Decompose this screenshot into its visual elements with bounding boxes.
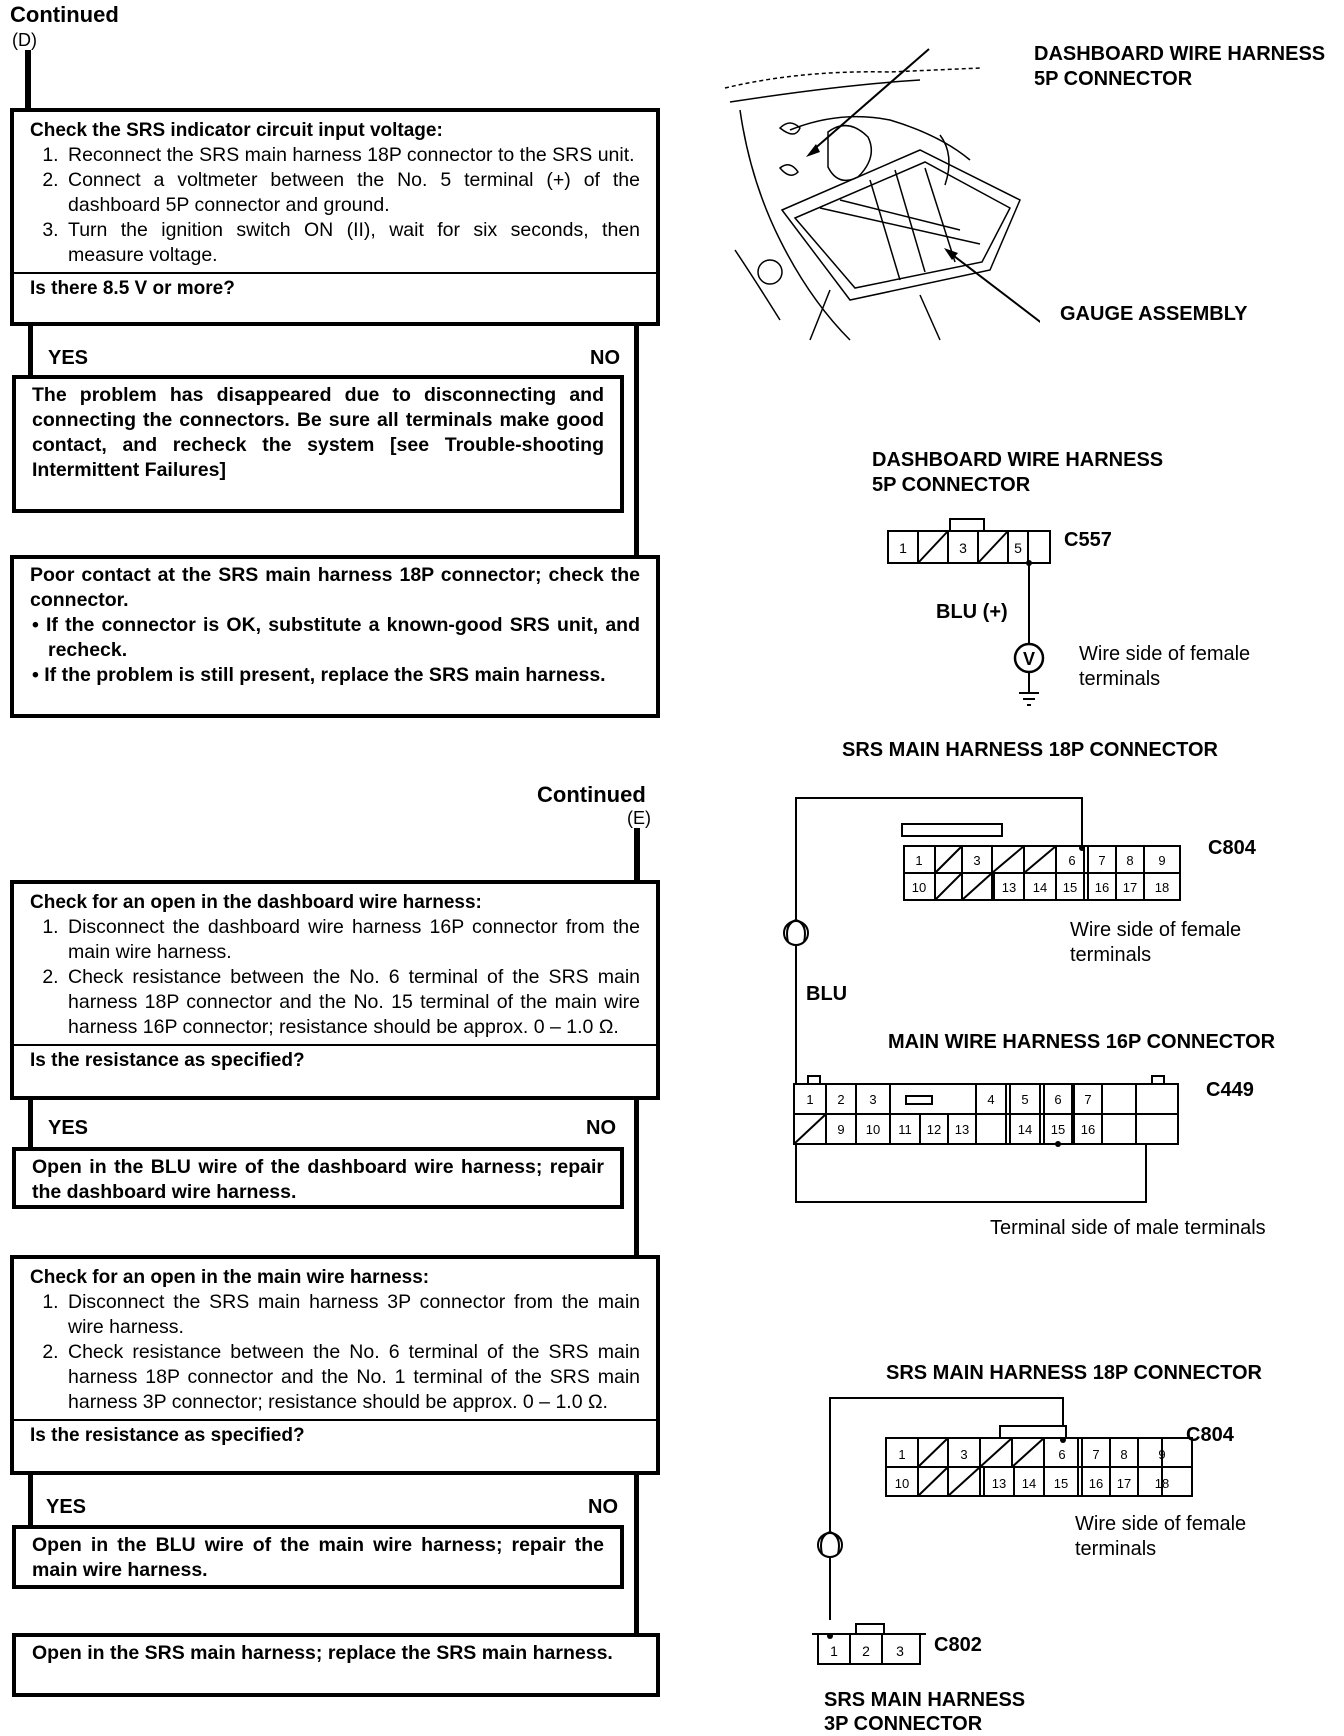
step1-item-1: 1. Reconnect the SRS main harness 18P connector to the SRS unit. [64, 143, 640, 168]
pin-9: 9 [1158, 1447, 1166, 1462]
pin-10: 10 [911, 880, 927, 895]
step1-no-intro: Poor contact at the SRS main harness 18P connector; check the connector. [30, 564, 640, 611]
marker-e: (E) [627, 808, 651, 828]
pin-9: 9 [1158, 853, 1166, 868]
pin-10: 10 [894, 1476, 910, 1491]
step3-list [14, 1290, 656, 1419]
pin-12: 12 [926, 1122, 942, 1137]
pin-18: 18 [1154, 880, 1170, 895]
step1-no-bullet-2: • If the problem is still present, replace the SRS main harness. [48, 663, 640, 688]
flow-line [28, 326, 33, 378]
pin-17: 17 [1122, 880, 1138, 895]
step2-yes-result: Open in the BLU wire of the dashboard wire harness; repair the dashboard wire harness. [12, 1147, 624, 1209]
step1-no-bullet-1: • If the connector is OK, substitute a known-good SRS unit, and recheck. [48, 613, 640, 663]
pin-1: 1 [898, 1447, 906, 1462]
pin-3: 3 [959, 540, 967, 556]
voltmeter-label: V [1022, 649, 1036, 669]
callout-5p-connector: DASHBOARD WIRE HARNESS 5P CONNECTOR [1034, 43, 1326, 90]
callout-gauge-assembly: GAUGE ASSEMBLY [1060, 303, 1248, 325]
step2-question: Is the resistance as specified? [14, 1044, 656, 1077]
step3-yes: YES [46, 1496, 87, 1518]
fig2-side-note: Wire side of female terminals [1079, 643, 1251, 690]
fig2-wire: BLU (+) [936, 601, 1008, 623]
step2-item-2: 2. Check resistance between the No. 6 terminal of the SRS main harness 18P connector and the No. 15 terminal of the main wire harness 16P connector; resistance should be approx. 0 – 1.0 Ω. [64, 965, 640, 1040]
flow-line [28, 1100, 33, 1148]
flow-line [634, 1100, 639, 1258]
fig4-title-3p: SRS MAIN HARNESS 3P CONNECTOR [824, 1689, 1026, 1735]
pin-11: 11 [898, 1122, 912, 1137]
flow-line [634, 828, 640, 883]
pin-14: 14 [1021, 1476, 1037, 1491]
fig3-title-16p: MAIN WIRE HARNESS 16P CONNECTOR [888, 1031, 1276, 1053]
step1-no-bullets [30, 613, 640, 688]
step1-item-2: 2. Connect a voltmeter between the No. 5 terminal (+) of the dashboard 5P connector and ground. [64, 168, 640, 218]
step3-item-2: 2. Check resistance between the No. 6 terminal of the SRS main harness 18P connector and the No. 1 terminal of the SRS main harness 3P connector; resistance should be approx. 0 – 1.0 Ω. [64, 1340, 640, 1415]
step1-no-result [10, 555, 660, 718]
pin-17: 17 [1116, 1476, 1132, 1491]
step3-no: NO [588, 1496, 618, 1518]
pin-16: 16 [1094, 880, 1110, 895]
pin-16: 16 [1080, 1122, 1096, 1137]
pin-7: 7 [1092, 1447, 1100, 1462]
fig3-side-note-18p: Wire side of female terminals [1070, 919, 1242, 966]
fig3-code-16p: C449 [1206, 1079, 1254, 1101]
pin-10: 10 [865, 1122, 881, 1137]
fig2-code: C557 [1064, 529, 1112, 551]
flow-line [634, 1475, 639, 1635]
step1-box [10, 108, 660, 326]
pin-1: 1 [899, 540, 907, 556]
pin-15: 15 [1062, 880, 1078, 895]
pin-1: 1 [915, 853, 923, 868]
step3-item-1: 1. Disconnect the SRS main harness 3P connector from the main wire harness. [64, 1290, 640, 1340]
pin-6: 6 [1054, 1092, 1062, 1107]
step2-no: NO [586, 1117, 616, 1139]
pin-13: 13 [991, 1476, 1007, 1491]
step1-title: Check the SRS indicator circuit input voltage: [30, 120, 443, 141]
pin-7: 7 [1098, 853, 1106, 868]
step2-yes: YES [48, 1117, 89, 1139]
fig4-code-3p: C802 [934, 1634, 982, 1656]
pin-3: 3 [960, 1447, 968, 1462]
pin-1: 1 [830, 1643, 838, 1659]
fig4-code-18p: C804 [1186, 1424, 1234, 1446]
fig4-side-note-18p: Wire side of female terminals [1075, 1513, 1247, 1560]
continued-label: Continued [10, 2, 119, 27]
fig4-title-18p: SRS MAIN HARNESS 18P CONNECTOR [886, 1362, 1262, 1384]
pin-3: 3 [973, 853, 981, 868]
step1-yes: YES [48, 347, 89, 369]
pin-3: 3 [896, 1643, 904, 1659]
step1-question: Is there 8.5 V or more? [14, 272, 656, 305]
fig4-wiring-diagram [800, 1390, 1200, 1620]
step1-yes-result: The problem has disappeared due to disconnecting and connecting the connectors. Be sure all terminals make good contact, and recheck the system [see Trouble-shooting Intermittent Failures] [12, 375, 624, 513]
flow-line [634, 326, 639, 558]
step2-title: Check for an open in the dashboard wire harness: [30, 892, 482, 913]
continued-label-e: Continued [537, 782, 646, 807]
pin-8: 8 [1126, 853, 1134, 868]
fig3-code-18p: C804 [1208, 837, 1256, 859]
step3-no-result: Open in the SRS main harness; replace the SRS main harness. [12, 1633, 660, 1697]
step1-list [14, 143, 656, 272]
pin-13: 13 [1001, 880, 1017, 895]
step3-title: Check for an open in the main wire harness: [30, 1267, 430, 1288]
pin-16: 16 [1088, 1476, 1104, 1491]
pin-2: 2 [837, 1092, 845, 1107]
fig3-side-note-16p: Terminal side of male terminals [990, 1217, 1266, 1239]
pin-8: 8 [1120, 1447, 1128, 1462]
fig2-title: DASHBOARD WIRE HARNESS 5P CONNECTOR [872, 449, 1164, 496]
pin-18: 18 [1154, 1476, 1170, 1491]
pin-14: 14 [1032, 880, 1048, 895]
step2-item-1: 1. Disconnect the dashboard wire harness 16P connector from the main wire harness. [64, 915, 640, 965]
step2-box [10, 880, 660, 1100]
pin-15: 15 [1050, 1122, 1066, 1137]
pin-2: 2 [862, 1643, 870, 1659]
dashboard-illustration [720, 40, 1040, 350]
fig3-wire: BLU [806, 983, 848, 1005]
flow-line [28, 1475, 33, 1525]
connector-3p-diagram [812, 1620, 932, 1670]
pin-4: 4 [987, 1092, 995, 1107]
pin-6: 6 [1058, 1447, 1066, 1462]
step2-list [14, 915, 656, 1044]
flow-line [25, 50, 31, 110]
pin-14: 14 [1017, 1122, 1033, 1137]
step1-no: NO [590, 347, 620, 369]
pin-5: 5 [1021, 1092, 1029, 1107]
fig3-title-18p: SRS MAIN HARNESS 18P CONNECTOR [842, 739, 1218, 761]
pin-3: 3 [869, 1092, 877, 1107]
pin-15: 15 [1053, 1476, 1069, 1491]
pin-13: 13 [954, 1122, 970, 1137]
step1-item-3: 3. Turn the ignition switch ON (II), wait for six seconds, then measure voltage. [64, 218, 640, 268]
marker-d: (D) [12, 30, 37, 50]
step3-question: Is the resistance as specified? [14, 1419, 656, 1452]
step3-box [10, 1255, 660, 1475]
pin-5: 5 [1014, 540, 1022, 556]
pin-9: 9 [837, 1122, 845, 1137]
step3-yes-result: Open in the BLU wire of the main wire harness; repair the main wire harness. [12, 1525, 624, 1589]
pin-7: 7 [1084, 1092, 1092, 1107]
pin-6: 6 [1068, 853, 1076, 868]
pin-1: 1 [806, 1092, 814, 1107]
